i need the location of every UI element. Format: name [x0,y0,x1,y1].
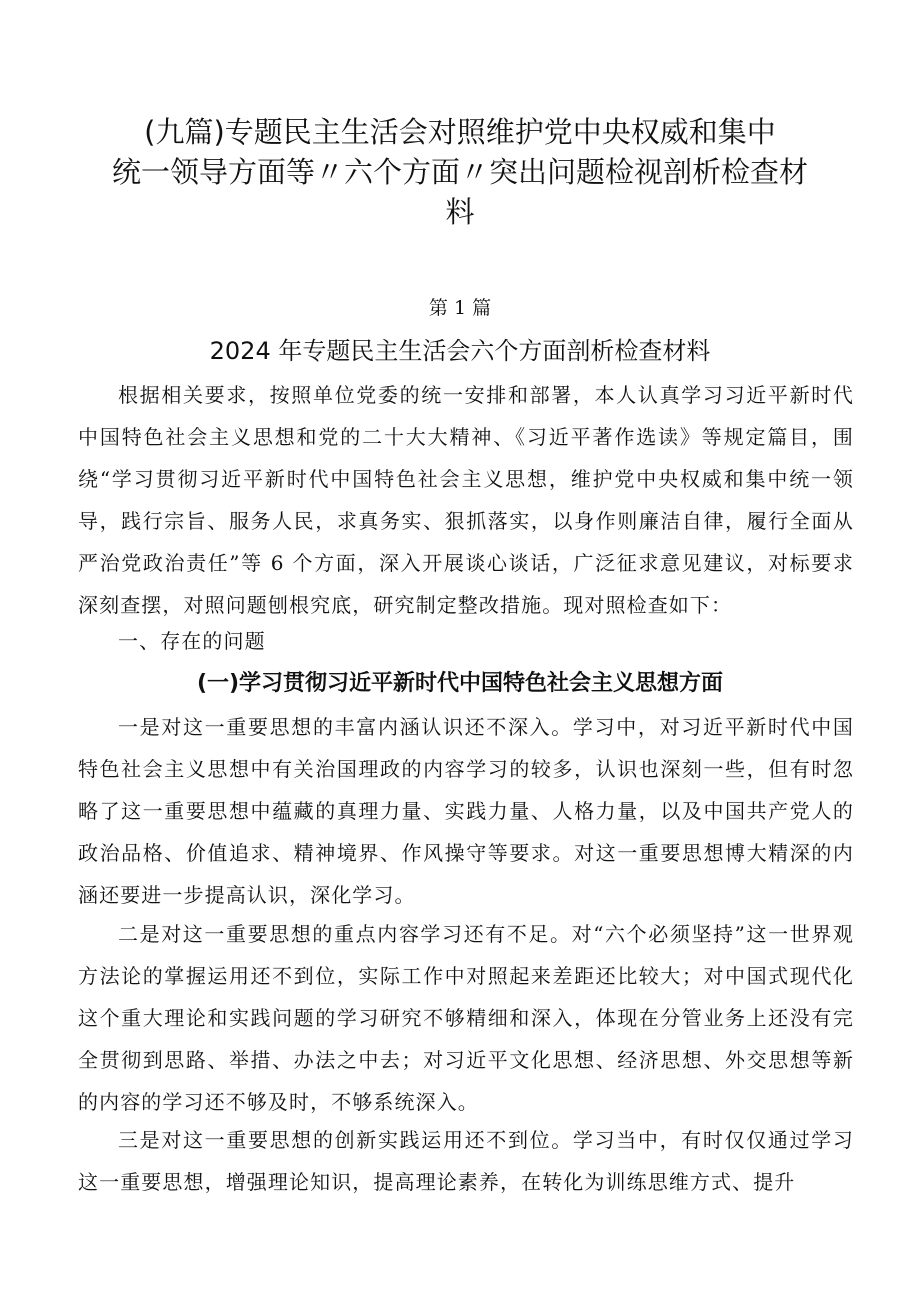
document-title [80,112,840,232]
document-title-line-1: (九篇)专题民主生活会对照维护党中央权威和集中 [144,115,776,149]
paragraph-1: 一是对这一重要思想的丰富内涵认识还不深入。学习中，对习近平新时代中国特色社会主义思想中有关治国理政的内容学习的较多，认识也深刻一些，但有时忽略了这一重要思想中蕴藏的真理力量、实践力量、人格力量，以及中国共产党人的政治品格、价值追求、精神境界、作风操守等要求。对这一重要思想博大精深的内涵还要进一步提高认识，深化学习。 [78,715,854,907]
chapter-title: 2024 年专题民主生活会六个方面剖析检查材料 [209,337,711,365]
intro-paragraph: 根据相关要求，按照单位党委的统一安排和部署，本人认真学习习近平新时代中国特色社会主义思想和党的二十大大精神、《习近平著作选读》等规定篇目，围绕“学习贯彻习近平新时代中国特色社会主义思想，维护党中央权威和集中统一领导，践行宗旨、服务人民，求真务实、狠抓落实，以身作则廉洁自律，履行全面从严治党政治责任”等 6 个方面，深入开展谈心谈话，广泛征求意见建议，对标要求深刻查摆，对照问题刨根究底，研究制定整改措施。现对照检查如下： [78,383,854,617]
paragraph-2: 二是对这一重要思想的重点内容学习还有不足。对“六个必须坚持”这一世界观方法论的掌握运用还不到位，实际工作中对照起来差距还比较大；对中国式现代化这个重大理论和实践问题的学习研究不够精细和深入，体现在分管业务上还没有完全贯彻到思路、举措、办法之中去；对习近平文化思想、经济思想、外交思想等新的内容的学习还不够及时，不够系统深入。 [78,922,854,1114]
document-title-line-2: 统一领导方面等〃六个方面〃突出问题检视剖析检查材 [111,155,808,189]
paragraph-3: 三是对这一重要思想的创新实践运用还不到位。学习当中，有时仅仅通过学习这一重要思想，增强理论知识，提高理论素养，在转化为训练思维方式、提升 [78,1128,854,1194]
section-heading: 一、存在的问题 [118,629,266,653]
document-title-line-3: 料 [445,195,475,229]
chapter-label: 第 1 篇 [428,297,492,319]
subsection-heading: (一)学习贯彻习近平新时代中国特色社会主义思想方面 [196,671,724,696]
